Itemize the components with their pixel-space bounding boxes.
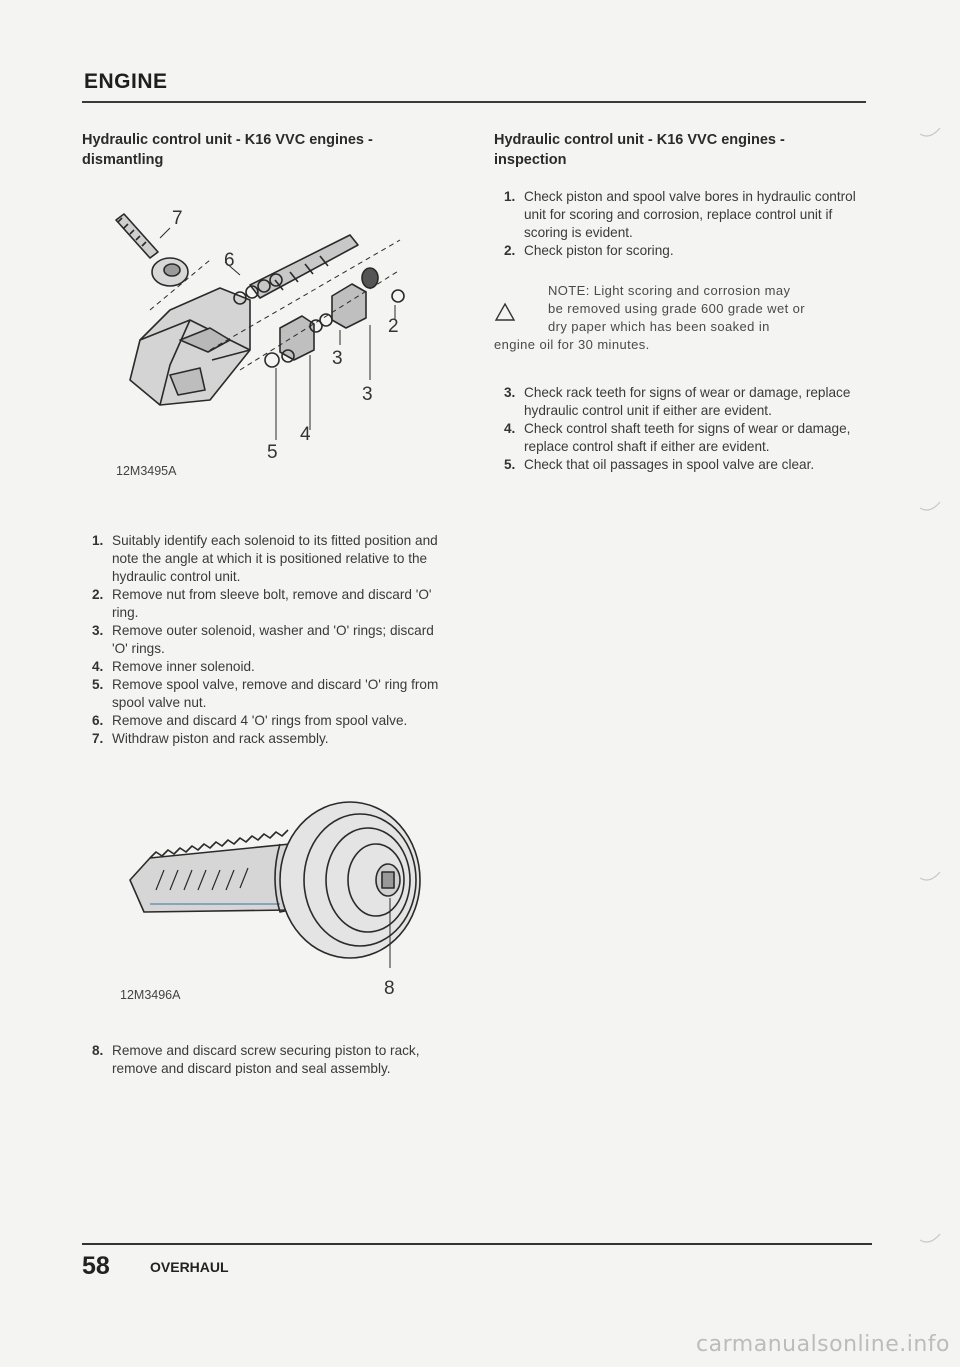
list-item: 7. Withdraw piston and rack assembly. (92, 731, 329, 746)
list-item: 3. Remove outer solenoid, washer and 'O' rings; discard 'O' rings. (92, 623, 434, 656)
list-item: 8. Remove and discard screw securing piston to rack, remove and discard piston and seal assembly. (92, 1043, 420, 1076)
note-line-2: be removed using grade 600 grade wet or (548, 301, 805, 316)
dismantling-section (82, 130, 462, 170)
figure-piston-rack (120, 800, 440, 1010)
callout-3-upper: 3 (332, 348, 343, 369)
footer-section-label: OVERHAUL (150, 1259, 229, 1275)
note-line-3: dry paper which has been soaked in (548, 319, 770, 334)
page-number: 58 (82, 1252, 110, 1280)
list-item: 1. Check piston and spool valve bores in hydraulic control unit for scoring and corrosion, replace control unit if scoring is evident. (504, 189, 856, 240)
callout-3-lower: 3 (362, 384, 373, 405)
callout-6: 6 (224, 250, 235, 271)
note-line-4: engine oil for 30 minutes. (494, 337, 650, 352)
list-item: 1. Suitably identify each solenoid to its fitted position and note the angle at which it is positioned relative to the hydraulic control unit. (92, 533, 438, 584)
inspection-heading-line1: Hydraulic control unit - K16 VVC engines - (494, 132, 785, 148)
list-item: 5. Check that oil passages in spool valve are clear. (504, 457, 815, 472)
watermark-text: carmanualsonline.info (696, 1332, 950, 1357)
callout-5: 5 (267, 442, 278, 463)
callout-4: 4 (300, 424, 311, 445)
dismantling-heading-line1: Hydraulic control unit - K16 VVC engines - (82, 132, 373, 148)
page-header-title: ENGINE (84, 70, 168, 93)
scan-edge-mark (918, 500, 942, 516)
dismantling-step8-list (82, 1042, 452, 1078)
scan-edge-mark (918, 126, 942, 142)
inspection-heading (494, 130, 874, 170)
list-item: 5. Remove spool valve, remove and discard 'O' ring from spool valve nut. (92, 677, 439, 710)
callout-8: 8 (384, 978, 395, 999)
inspection-section (494, 130, 874, 474)
note-line-1: NOTE: Light scoring and corrosion may (548, 283, 791, 298)
dismantling-steps-list (82, 532, 452, 748)
list-item: 4. Remove inner solenoid. (92, 659, 255, 674)
callout-2: 2 (388, 316, 399, 337)
header-rule (82, 101, 866, 103)
list-item: 2. Check piston for scoring. (504, 243, 674, 258)
figure1-code: 12M3495A (116, 464, 177, 478)
list-item: 2. Remove nut from sleeve bolt, remove and discard 'O' ring. (92, 587, 432, 620)
dismantling-heading (82, 130, 462, 170)
list-item: 3. Check rack teeth for signs of wear or damage, replace hydraulic control unit if either are evident. (504, 385, 851, 418)
inspection-steps-a (494, 188, 874, 260)
inspection-heading-line2: inspection (494, 152, 567, 168)
scan-edge-mark (918, 870, 942, 886)
figure2-code: 12M3496A (120, 988, 181, 1002)
callout-7: 7 (172, 208, 183, 229)
inspection-note (494, 282, 874, 354)
figure-hydraulic-unit-exploded (100, 200, 430, 470)
scan-edge-mark (918, 1232, 942, 1248)
warning-triangle-icon (494, 302, 516, 322)
list-item: 6. Remove and discard 4 'O' rings from spool valve. (92, 713, 408, 728)
dismantling-heading-line2: dismantling (82, 152, 164, 168)
inspection-steps-b (494, 384, 874, 474)
footer-rule (82, 1243, 872, 1245)
list-item: 4. Check control shaft teeth for signs of wear or damage, replace control shaft if either are evident. (504, 421, 851, 454)
